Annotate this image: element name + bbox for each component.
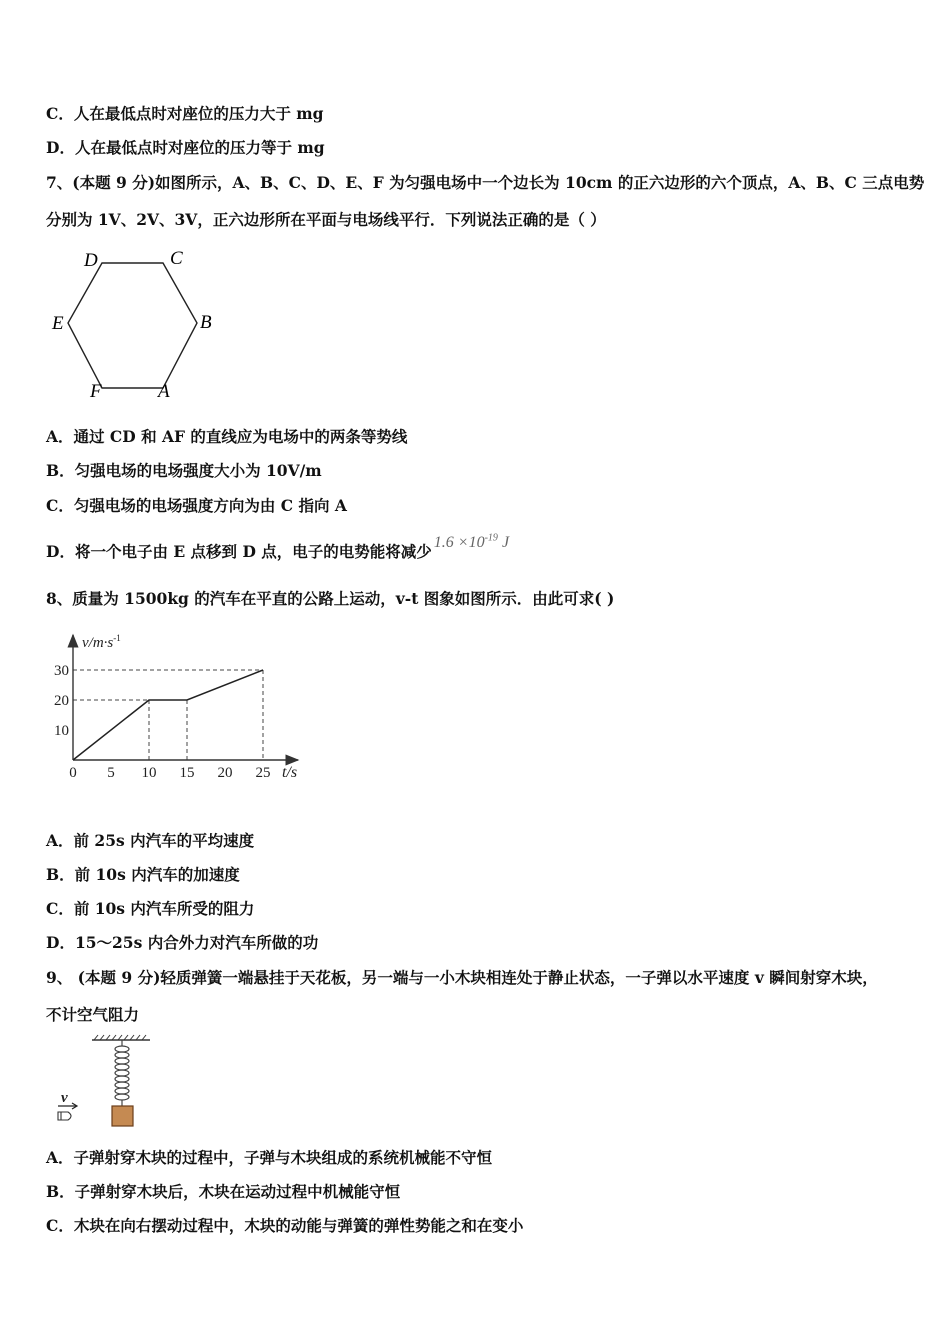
x-tick-label: 0 bbox=[69, 765, 77, 781]
q9-option-b: B．子弹射穿木块后，木块在运动过程中机械能守恒 bbox=[46, 1182, 401, 1201]
velocity-series-line bbox=[73, 670, 263, 760]
x-tick-label: 10 bbox=[141, 765, 157, 781]
bullet bbox=[58, 1112, 71, 1120]
q7-option-c: C．匀强电场的电场强度方向为由 C 指向 A bbox=[46, 496, 347, 515]
formula-base: 1.6 ×10 bbox=[433, 534, 485, 551]
x-tick-label: 25 bbox=[255, 765, 271, 781]
y-axis-label: $v/m\cdot s^{-1}$ bbox=[82, 633, 121, 651]
charge-formula bbox=[434, 534, 509, 551]
formula-exponent: -19 bbox=[484, 532, 498, 544]
q7-option-d bbox=[46, 532, 510, 562]
x-tick-label: 20 bbox=[217, 765, 233, 781]
q9-stem-line1: 9、 (本题 9 分)轻质弹簧一端悬挂于天花板，另一端与一小木块相连处于静止状态，一子弹以水平速度 v 瞬间射穿木块， bbox=[46, 968, 878, 987]
q8-stem: 8、质量为 1500kg 的汽车在平直的公路上运动，v-t 图象如图所示．由此可求( ) bbox=[46, 589, 615, 608]
x-tick-label: 5 bbox=[107, 765, 115, 781]
vertex-label-b: B bbox=[200, 312, 212, 333]
y-tick-label: 20 bbox=[54, 693, 69, 709]
q9-stem-line2: 不计空气阻力 bbox=[46, 1005, 140, 1024]
q8-option-b: B．前 10s 内汽车的加速度 bbox=[46, 865, 240, 884]
q7-option-a: A．通过 CD 和 AF 的直线应为电场中的两条等势线 bbox=[46, 427, 408, 446]
spring bbox=[115, 1040, 129, 1106]
q9-option-a: A．子弹射穿木块的过程中，子弹与木块组成的系统机械能不守恒 bbox=[46, 1148, 493, 1167]
x-axis-label: t/s bbox=[282, 764, 298, 781]
spring-block-figure bbox=[50, 1032, 160, 1132]
q7-stem-line2: 分别为 1V、2V、3V，正六边形所在平面与电场线平行．下列说法正确的是（ ） bbox=[46, 210, 606, 229]
y-tick-label: 10 bbox=[54, 723, 69, 739]
hexagon-shape bbox=[68, 263, 197, 388]
vertex-label-d: D bbox=[84, 250, 98, 271]
velocity-label: v bbox=[61, 1090, 68, 1106]
q7-option-d-text: D．将一个电子由 E 点移到 D 点，电子的电势能将减少 bbox=[46, 542, 432, 561]
formula-unit: J bbox=[497, 534, 510, 551]
q8-option-a: A．前 25s 内汽车的平均速度 bbox=[46, 831, 255, 850]
vt-chart bbox=[40, 625, 320, 785]
vertex-label-a: A bbox=[158, 381, 170, 402]
q8-option-c: C．前 10s 内汽车所受的阻力 bbox=[46, 899, 255, 918]
y-tick-label: 30 bbox=[54, 663, 69, 679]
vertex-label-f: F bbox=[90, 381, 102, 402]
vertex-label-c: C bbox=[170, 248, 183, 269]
q7-option-b: B．匀强电场的电场强度大小为 10V/m bbox=[46, 461, 322, 480]
wood-block bbox=[112, 1106, 133, 1126]
q7-stem-line1: 7、(本题 9 分)如图所示，A、B、C、D、E、F 为匀强电场中一个边长为 10cm 的正六边形的六个顶点，A、B、C 三点电势 bbox=[46, 173, 925, 192]
hexagon-figure bbox=[40, 242, 230, 407]
q6-option-d: D．人在最低点时对座位的压力等于 mg bbox=[46, 138, 325, 157]
q6-option-c: C．人在最低点时对座位的压力大于 mg bbox=[46, 104, 324, 123]
x-tick-label: 15 bbox=[179, 765, 195, 781]
q9-option-c: C．木块在向右摆动过程中，木块的动能与弹簧的弹性势能之和在变小 bbox=[46, 1216, 524, 1235]
vertex-label-e: E bbox=[52, 313, 64, 334]
q8-option-d: D．15～25s 内合外力对汽车所做的功 bbox=[46, 933, 319, 952]
